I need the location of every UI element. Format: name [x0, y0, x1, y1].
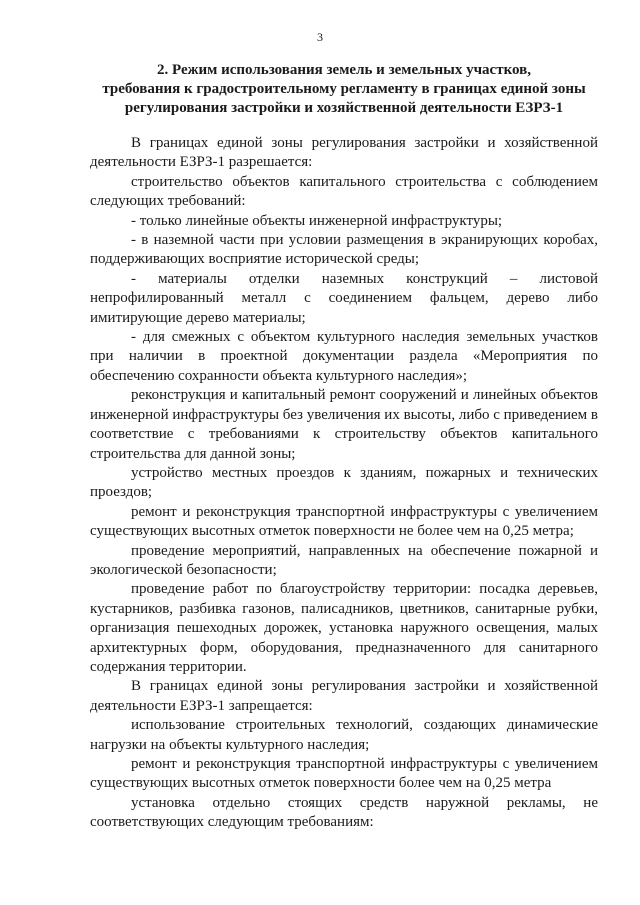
paragraph: - для смежных с объектом культурного наследия земельных участков при наличии в проектной документации раздела «Мероприятия по обеспечению сохранности объекта культурного наследия»;	[90, 329, 598, 384]
page-number: 3	[317, 30, 323, 44]
paragraph: - только линейные объекты инженерной инфраструктуры;	[131, 212, 503, 229]
heading-line: требования к градостроительному регламенту в границах единой зоны	[102, 81, 586, 97]
paragraph: установка отдельно стоящих средств наружной рекламы, не соответствующих следующим требованиям:	[90, 794, 598, 831]
document-body	[90, 134, 598, 833]
paragraph: В границах единой зоны регулирования застройки и хозяйственной деятельности ЕЗРЗ-1 разрешается:	[90, 135, 598, 171]
paragraph: использование строительных технологий, создающих динамические нагрузки на объекты культурного наследия;	[90, 717, 598, 753]
paragraph: проведение работ по благоустройству территории: посадка деревьев, кустарников, разбивка газонов, палисадников, цветников, санитарные рубки, организация пешеходных дорожек, установка наружного освещения, малых архитектурных форм, оборудования, предназначенного для санитарного содержания территории.	[90, 581, 598, 675]
paragraph: реконструкция и капитальный ремонт сооружений и линейных объектов инженерной инфраструктуры без увеличения их высоты, либо с приведением в соответствие с требованиями к строительству объектов капитального строительства для данной зоны;	[90, 387, 598, 462]
paragraph: ремонт и реконструкция транспортной инфраструктуры с увеличением существующих высотных отметок поверхности более чем на 0,25 метра	[90, 756, 598, 792]
heading-line: 2. Режим использования земель и земельных участков,	[157, 62, 531, 78]
paragraph: устройство местных проездов к зданиям, пожарных и технических проездов;	[90, 464, 598, 501]
section-heading	[90, 61, 598, 118]
paragraph: проведение мероприятий, направленных на обеспечение пожарной и экологической безопасности;	[90, 542, 598, 578]
paragraph: - материалы отделки наземных конструкций – листовой непрофилированный металл с соединением фальцем, дерево либо имитирующие дерево материалы;	[90, 270, 598, 326]
heading-line: регулирования застройки и хозяйственной деятельности ЕЗРЗ-1	[124, 100, 564, 116]
paragraph: - в наземной части при условии размещения в экранирующих коробах, поддерживающих восприятие исторической среды;	[90, 232, 598, 268]
paragraph: В границах единой зоны регулирования застройки и хозяйственной деятельности ЕЗРЗ-1 запрещается:	[90, 678, 598, 714]
paragraph: строительство объектов капитального строительства с соблюдением следующих требований:	[90, 173, 598, 210]
paragraph: ремонт и реконструкция транспортной инфраструктуры с увеличением существующих высотных отметок поверхности не более чем на 0,25 метра;	[90, 503, 598, 540]
